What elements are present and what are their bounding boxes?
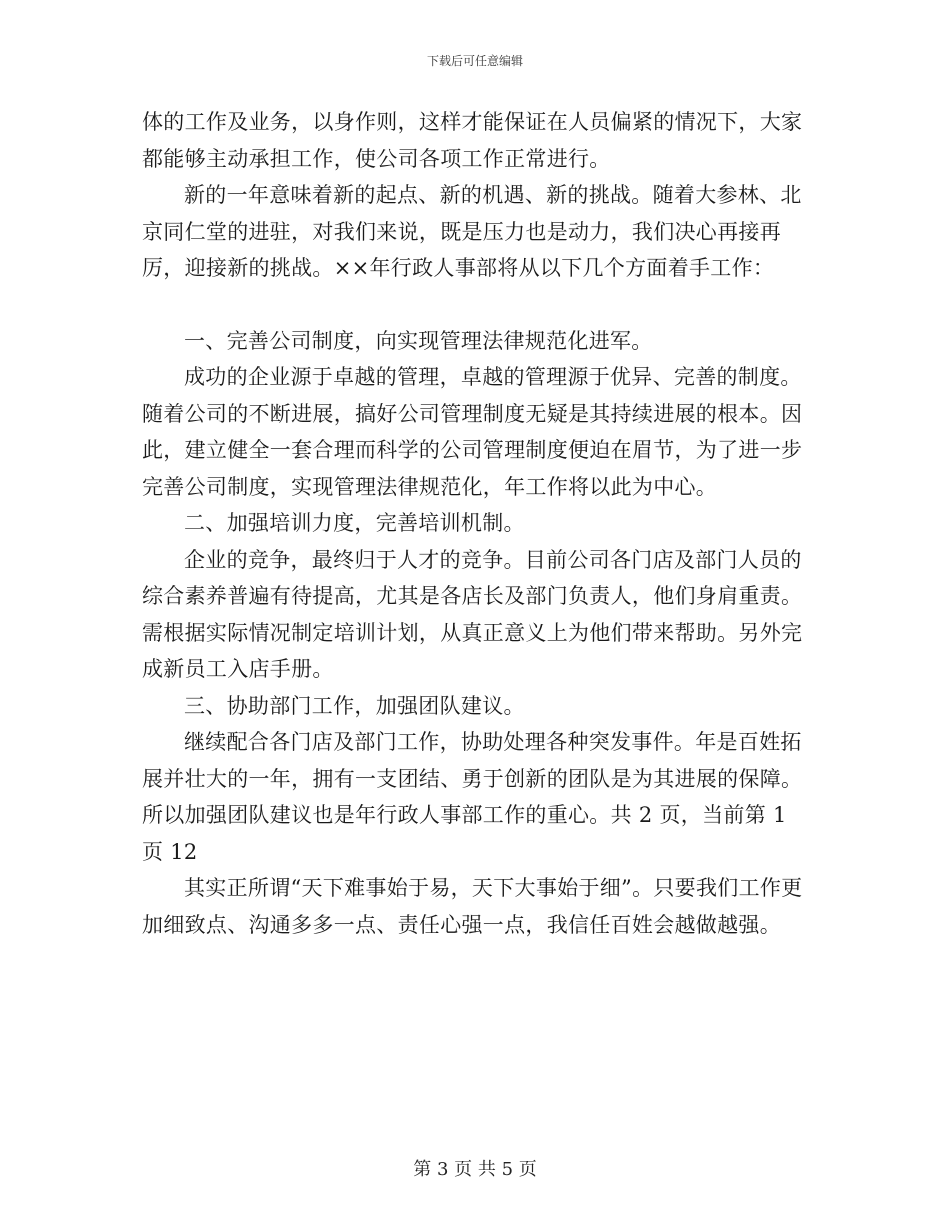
document-body [142,104,814,943]
section-heading-2: 二、加强培训力度，完善培训机制。 [184,511,525,535]
paragraph-training: 企业的竞争，最终归于人才的竞争。目前公司各门店及部门人员的综合素养普遍有待提高，尤其是各店长及部门负责人，他们身肩重责。需根据实际情况制定培训计划，从真正意义上为他们带来帮助。另外完成新员工入店手册。 [142,547,803,681]
paragraph-management: 成功的企业源于卓越的管理，卓越的管理源于优异、完善的制度。随着公司的不断进展，搞好公司管理制度无疑是其持续进展的根本。因此，建立健全一套合理而科学的公司管理制度便迫在眉节，为了进一步完善公司制度，实现管理法律规范化，年工作将以此为中心。 [142,365,803,499]
section-heading-3: 三、协助部门工作，加强团队建议。 [184,693,525,718]
paragraph-conclusion: 其实正所谓“天下难事始于易，天下大事始于细”。只要我们工作更加细致点、沟通多多一点、责任心强一点，我信任百姓会越做越强。 [142,876,803,937]
page-footer: 第 3 页 共 5 页 [413,1159,537,1180]
paragraph-gap [142,287,814,323]
page-header: 下载后可任意编辑 [426,54,523,68]
paragraph-team: 继续配合各门店及部门工作，协助处理各种突发事件。年是百姓拓展并壮大的一年，拥有一支团结、勇于创新的团队是为其进展的保障。所以加强团队建议也是年行政人事部工作的重心。共 2 页，当前第 1 页 12 [142,730,803,864]
paragraph-new-year: 新的一年意味着新的起点、新的机遇、新的挑战。随着大参林、北京同仁堂的进驻，对我们来说，既是压力也是动力，我们决心再接再厉，迎接新的挑战。××年行政人事部将从以下几个方面着手工作： [142,183,802,280]
section-heading-1: 一、完善公司制度，向实现管理法律规范化进军。 [184,328,653,353]
paragraph-continued: 体的工作及业务，以身作则，这样才能保证在人员偏紧的情况下，大家都能够主动承担工作，使公司各项工作正常进行。 [142,110,803,171]
